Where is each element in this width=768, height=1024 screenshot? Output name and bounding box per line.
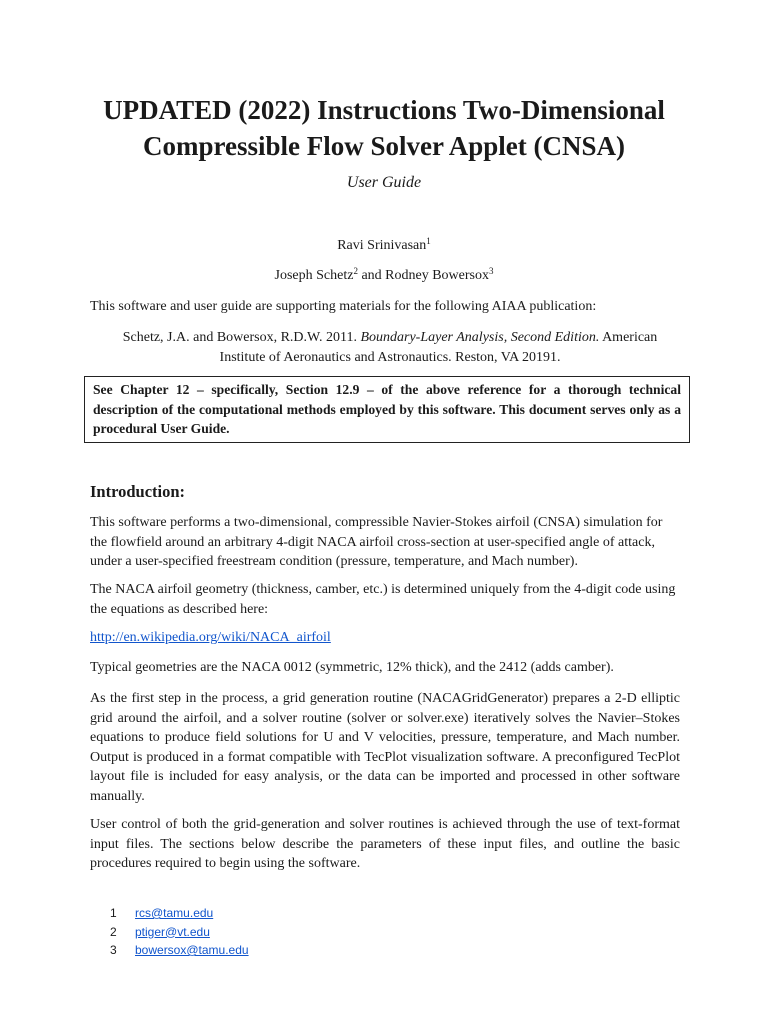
- footnotes-list: [110, 906, 249, 962]
- reference-authors: Schetz, J.A. and Bowersox, R.D.W. 2011.: [122, 330, 361, 345]
- footnote-email-link[interactable]: ptiger@vt.edu: [135, 924, 210, 939]
- author-line-1: [0, 238, 768, 254]
- author-line-2: [0, 268, 768, 284]
- footnote-marker: 3: [488, 266, 494, 276]
- reference-citation: [100, 328, 680, 367]
- naca-airfoil-link[interactable]: http://en.wikipedia.org/wiki/NACA_airfoil: [90, 630, 331, 645]
- title-line-1: UPDATED (2022) Instructions Two-Dimensional: [103, 95, 665, 125]
- footnote-email-link[interactable]: bowersox@tamu.edu: [135, 943, 249, 957]
- supporting-text: This software and user guide are supporting materials for the following AIAA publication:: [90, 299, 597, 314]
- footnote-marker: 2: [353, 266, 358, 276]
- footnote-item: [110, 943, 249, 962]
- intro-paragraph-1: This software performs a two-dimensional, compressible Navier-Stokes airfoil (CNSA) simulation for the flowfield around an arbitrary 4-digit NACA airfoil cross-section at user-specified angle of attack, under a user-specified freestream condition (pressure, temperature, and Mach number).: [90, 515, 663, 569]
- footnote-number: 3: [110, 943, 117, 957]
- intro-paragraph-3: Typical geometries are the NACA 0012 (symmetric, 12% thick), and the 2412 (adds camber).: [90, 660, 614, 675]
- intro-paragraph-2: The NACA airfoil geometry (thickness, camber, etc.) is determined uniquely from the 4-digit code using the equations as described here:: [90, 582, 676, 617]
- reference-publisher: American Institute of Aeronautics and Astronautics. Reston, VA 20191.: [219, 330, 658, 365]
- author-name: Rodney Bowersox: [385, 268, 489, 283]
- author-name: Joseph Schetz: [274, 268, 354, 283]
- footnote-number: 2: [110, 924, 117, 939]
- footnote-item: [110, 906, 249, 925]
- intro-link-paragraph: [90, 628, 680, 648]
- footnote-item: [110, 925, 249, 944]
- footnote-email-link[interactable]: rcs@tamu.edu: [135, 906, 214, 920]
- document-subtitle: User Guide: [346, 174, 422, 191]
- title-line-2: Compressible Flow Solver Applet (CNSA): [142, 131, 625, 161]
- notice-box: See Chapter 12 – specifically, Section 12.9 – of the above reference for a thorough technical description of the computational methods employed by this software. This document serves only as a procedural User Guide.: [84, 376, 690, 443]
- reference-book-title: Boundary-Layer Analysis, Second Edition.: [360, 330, 600, 345]
- footnote-number: 1: [110, 906, 117, 920]
- author-name: Ravi Srinivasan: [337, 238, 427, 253]
- intro-paragraph-4: As the first step in the process, a grid generation routine (NACAGridGenerator) prepares a 2-D elliptic grid around the airfoil, and a solver routine (solver or solver.exe) iteratively solves the Navier–Stokes equations to produce field solutions for U and V velocities, pressure, temperature, and Mach number. Output is produced in a format compatible with TecPlot visualization software. A preconfigured TecPlot layout file is included for easy analysis, or the data can be imported and processed in other software manually.: [90, 691, 680, 804]
- footnote-marker: 1: [426, 236, 431, 246]
- section-heading-introduction: Introduction:: [90, 482, 186, 501]
- author-conjunction: and: [357, 268, 386, 283]
- intro-paragraph-5: User control of both the grid-generation and solver routines is achieved through the use of text-format input files. The sections below describe the parameters of these input files, and outline the basic procedures required to begin using the software.: [90, 817, 680, 871]
- document-title: [60, 92, 708, 164]
